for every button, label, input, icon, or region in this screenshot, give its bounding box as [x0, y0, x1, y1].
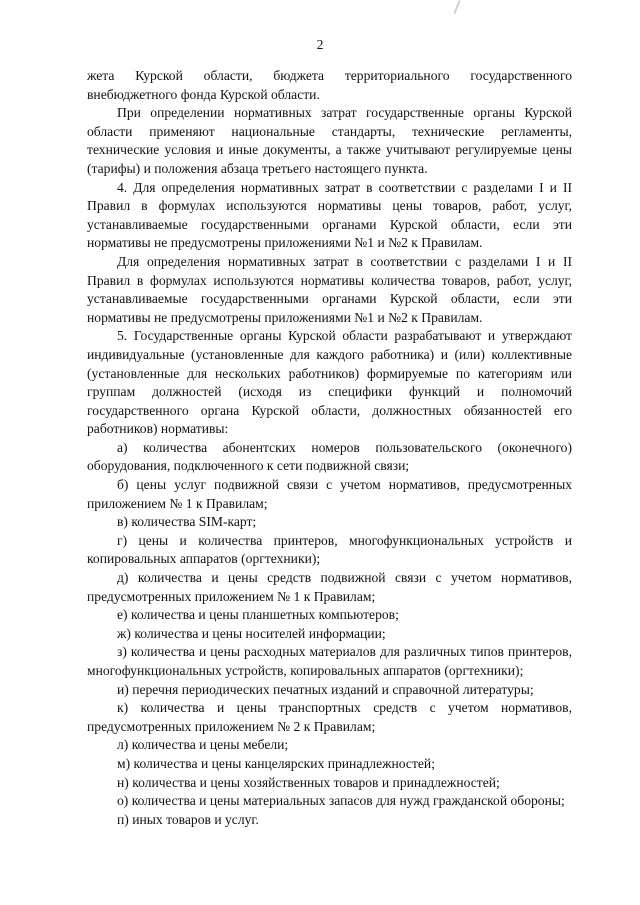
paragraph: п) иных товаров и услуг. [117, 811, 259, 827]
paragraph: а) количества абонентских номеров пользовательского (оконечного) оборудования, подключенного к сети подвижной связи; [87, 439, 572, 474]
document-body [87, 67, 572, 829]
paragraph: в) количества SIM-карт; [117, 514, 257, 530]
paragraph: 4. Для определения нормативных затрат в соответствии с разделами I и II Правил в формулах используются нормативы цены товаров, работ, услуг, устанавливаемые государственными органами Курской области, если эти нормативы не предусмотрены приложениями №1 и №2 к Правилам. [87, 179, 572, 251]
paragraph: 5. Государственные органы Курской области разрабатывают и утверждают индивидуальные (установленные для каждого работника) и (или) коллективные (установленные для нескольких работников) формируемые по категориям или группам должностей (исходя из специфики функций и полномочий государственного органа Курской области, должностных обязанностей его работников) нормативы: [87, 328, 572, 437]
paragraph: д) количества и цены средств подвижной связи с учетом нормативов, предусмотренных приложением № 1 к Правилам; [87, 570, 572, 604]
scan-mark [453, 0, 460, 14]
paragraph: ж) количества и цены носителей информации; [117, 625, 386, 641]
page-number: 2 [316, 37, 324, 52]
paragraph: н) количества и цены хозяйственных товаров и принадлежностей; [117, 774, 500, 790]
paragraph: Для определения нормативных затрат в соответствии с разделами I и II Правил в формулах используются нормативы количества товаров, работ, услуг, устанавливаемые государственными органами Курской области, если эти нормативы не предусмотрены приложениями №1 и №2 к Правилам. [87, 253, 572, 325]
paragraph: л) количества и цены мебели; [117, 737, 289, 753]
paragraph: б) цены услуг подвижной связи с учетом нормативов, предусмотренных приложением № 1 к Правилам; [87, 477, 572, 511]
paragraph: жета Курской области, бюджета территориального государственного внебюджетного фонда Курской области. [87, 68, 572, 102]
paragraph: е) количества и цены планшетных компьютеров; [117, 607, 399, 623]
paragraph: м) количества и цены канцелярских принадлежностей; [117, 755, 435, 771]
paragraph: г) цены и количества принтеров, многофункциональных устройств и копировальных аппаратов (оргтехники); [87, 532, 572, 567]
paragraph: и) перечня периодических печатных изданий и справочной литературы; [117, 681, 534, 697]
paragraph: о) количества и цены материальных запасов для нужд гражданской обороны; [117, 793, 565, 809]
paragraph: к) количества и цены транспортных средств с учетом нормативов, предусмотренных приложением № 2 к Правилам; [87, 700, 572, 734]
paragraph: з) количества и цены расходных материалов для различных типов принтеров, многофункциональных устройств, копировальных аппаратов (оргтехники); [87, 644, 572, 678]
paragraph: При определении нормативных затрат государственные органы Курской области применяют национальные стандарты, технические регламенты, технические условия и иные документы, а также учитывают регулируемые цены (тарифы) и положения абзаца третьего настоящего пункта. [87, 105, 572, 176]
